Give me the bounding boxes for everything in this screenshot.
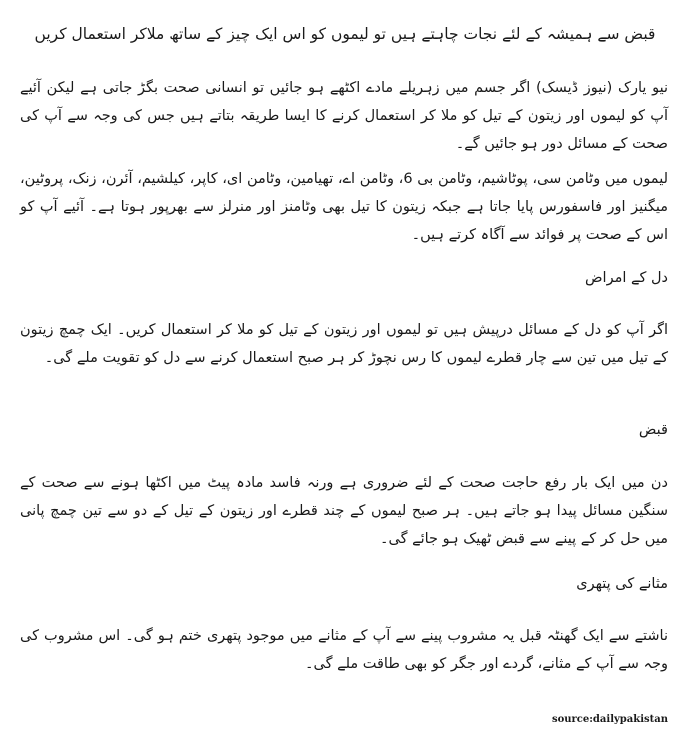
nutrients-paragraph: لیموں میں وٹامن سی، پوٹاشیم، وٹامن بی 6، وٹامن اے، تھیامین، وٹامن ای، کاپر، کیلشیم، آئرن، زنک، پروٹین، میگنیز اور فاسفورس پایا جاتا ہے جبکہ زیتون کا تیل بھی وٹامنز اور منرلز سے بھرپور ہوتا ہے۔ آئیے آپ کو اس کے صحت پر فوائد سے آگاہ کرتے ہیں۔ [20, 171, 668, 243]
bladder-heading: مثانے کی پتھری [576, 576, 668, 592]
constipation-heading: قبض [638, 422, 668, 438]
source-credit: source:dailypakistan [551, 714, 668, 725]
heart-paragraph: اگر آپ کو دل کے مسائل درپیش ہیں تو لیموں اور زیتون کے تیل کو ملا کر استعمال کریں۔ ایک چمچ زیتون کے تیل میں تین سے چار قطرے لیموں کا رس نچوڑ کر ہر صبح استعمال کرنے سے دل کو تقویت ملے گی۔ [20, 322, 668, 366]
article-title: قبض سے ہمیشہ کے لئے نجات چاہتے ہیں تو لیموں کو اس ایک چیز کے ساتھ ملاکر استعمال کریں [34, 25, 656, 43]
bladder-paragraph: ناشتے سے ایک گھنٹہ قبل یہ مشروب پینے سے آپ کے مثانے میں موجود پتھری ختم ہو گی۔ اس مشروب کی وجہ سے آپ کے مثانے، گردے اور جگر کو بھی طاقت ملے گی۔ [20, 628, 668, 672]
constipation-paragraph: دن میں ایک بار رفع حاجت صحت کے لئے ضروری ہے ورنہ فاسد مادہ پیٹ میں اکٹھا ہونے سے صحت کے سنگین مسائل پیدا ہو جاتے ہیں۔ ہر صبح لیموں کے چند قطرے اور زیتون کے تیل کے دو سے تین چمچ پانی میں حل کر کے پینے سے قبض ٹھیک ہو جائے گی۔ [20, 475, 668, 547]
intro-paragraph: نیو یارک (نیوز ڈیسک) اگر جسم میں زہریلے مادے اکٹھے ہو جائیں تو انسانی صحت بگڑ جاتی ہے لیکن آئیے آپ کو لیموں اور زیتون کے تیل کو ملا کر استعمال کرنے کا ایسا طریقہ بتاتے ہیں جس کی وجہ سے آپ کی صحت کے مسائل دور ہو جائیں گے۔ [20, 80, 668, 152]
heart-heading: دل کے امراض [585, 270, 668, 286]
